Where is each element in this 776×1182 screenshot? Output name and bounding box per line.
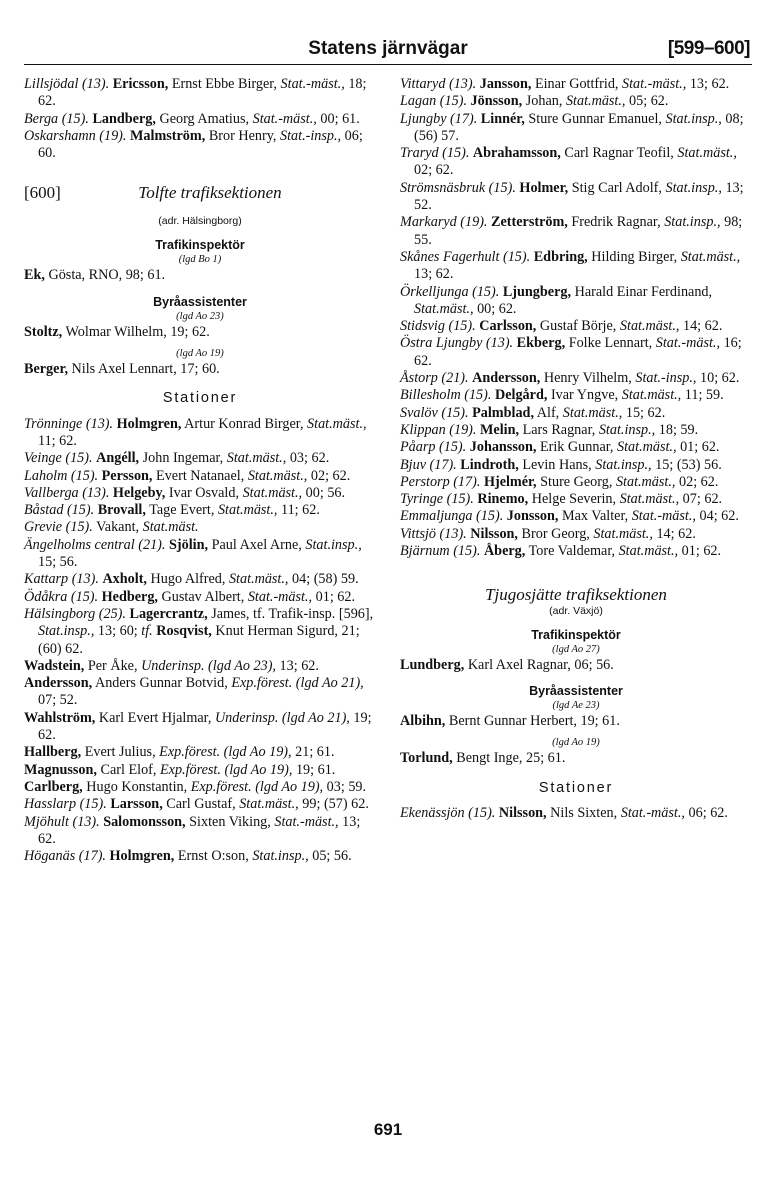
list-item (24, 589, 376, 606)
list-item (400, 370, 752, 387)
section-12-stationer-heading: Stationer (162, 390, 238, 407)
person-details: Tore Valdemar, (525, 543, 619, 560)
person-details: Helge Severin, (528, 491, 620, 508)
station-name: Ljungby (17). (400, 110, 478, 127)
left-end-station-list (24, 796, 376, 865)
list-item (24, 128, 376, 163)
left-station-list (24, 416, 376, 606)
station-name: Laholm (15). (24, 467, 99, 484)
person-years: 21; 61. (291, 744, 335, 761)
station-name: Åstorp (21). (400, 370, 469, 387)
list-item (24, 710, 376, 745)
person-surname: Abrahamsson, (472, 145, 561, 162)
section-20-station-entry: Ekenässjön (15). Nilsson, Nils Sixten, Stat.-mäst., 06; 62. (400, 804, 728, 821)
station-name: Vittsjö (13). (400, 525, 467, 542)
person-surname: Magnusson, (24, 761, 97, 778)
station-name: Höganäs (17). (24, 848, 106, 865)
person-surname: Larsson, (110, 796, 163, 813)
person-surname: Persson, (101, 467, 153, 484)
person-years: 02; 62. (675, 473, 719, 490)
list-item (24, 779, 376, 796)
person-title: Stat.insp., (665, 179, 722, 196)
person-years: 00; 56. (302, 484, 346, 501)
person-details: Carl Ragnar Teofil, (560, 145, 678, 162)
person-details: Ivar Yngve, (547, 387, 622, 404)
person-years: 05; 62. (625, 93, 669, 110)
station-name: Oskarshamn (19). (24, 127, 127, 144)
list-item (24, 502, 376, 519)
list-item (24, 76, 376, 111)
person-surname: Andersson, (472, 370, 541, 387)
person-surname: Ljungberg, (502, 283, 572, 300)
person-surname: Holmer, (519, 179, 569, 196)
person-title: Stat.mäst., (242, 484, 303, 501)
person-title: Stat.insp., (664, 214, 721, 231)
left-top-entries (24, 76, 376, 162)
section-page-marker: [600] (24, 183, 61, 203)
person-surname: Nilsson, (470, 525, 518, 542)
person-surname: Brovall, (97, 502, 146, 519)
person-details: Ivar Osvald, (165, 484, 243, 501)
right-column (400, 76, 752, 822)
person-details: Fredrik Ragnar, (567, 214, 665, 231)
person-surname: Holmgren, (109, 848, 175, 865)
person-surname: Ekberg, (516, 335, 566, 352)
person-title: Stat.mäst., (307, 415, 367, 432)
station-name: Hasslarp (15). (24, 796, 107, 813)
section-12-inspector-role: Trafikinspektör (155, 238, 245, 253)
person-title: Stat.-mäst., (631, 508, 696, 525)
section-20-assistant-entry-2: Torlund, Bengt Inge, 25; 61. (400, 750, 566, 767)
person-title: Stat.insp., (252, 848, 309, 865)
station-name: Ängelholms central (21). (24, 536, 166, 553)
station-name: Trönninge (13). (24, 415, 114, 432)
person-details: Gustav Albert, (157, 588, 248, 605)
list-item (24, 485, 376, 502)
person-title: Stat.-insp., (280, 127, 342, 144)
person-surname: Holmgren, (116, 415, 182, 432)
person-years: 00; 61. (316, 110, 360, 127)
person-details: Levin Hans, (518, 456, 596, 473)
person-years: 01; 62. (312, 588, 356, 605)
page-number: 691 (373, 1120, 403, 1139)
person-surname: Hallberg, (24, 744, 82, 761)
person-details: Einar Gottfrid, (531, 76, 623, 92)
list-item (24, 519, 376, 536)
section-20-inspector-entry: Lundberg, Karl Axel Ragnar, 06; 56. (400, 656, 614, 673)
list-item (400, 508, 752, 525)
list-item (24, 848, 376, 865)
left-staff-list (24, 658, 376, 796)
station-name: Strömsnäsbruk (15). (400, 179, 516, 196)
person-title: Stat.mäst., (562, 404, 623, 421)
person-years: 99; (57) 62. (298, 796, 369, 813)
person-details: Sture Gunnar Emanuel, (524, 110, 666, 127)
person-surname: Edbring, (533, 248, 588, 265)
person-surname: Wadstein, (24, 657, 85, 674)
section-20-inspector-role: Trafikinspektör (531, 627, 621, 642)
person-years: 18; 62. (38, 76, 367, 110)
list-item (24, 537, 376, 572)
person-surname: Wahlström, (24, 709, 96, 726)
person-years: 15; 56. (38, 554, 78, 571)
list-item (400, 439, 752, 456)
person-surname: Andersson, (24, 675, 93, 692)
person-surname: Sjölin, (169, 536, 209, 553)
person-years: 07; 62. (679, 491, 723, 508)
station-name: Bjuv (17). (400, 456, 457, 473)
person-years: 05; 56. (308, 848, 352, 865)
person-details: Carl Elof, (96, 761, 160, 778)
section-12-assistant-grade-2: (lgd Ao 19) (176, 348, 224, 360)
person-years: 13; 62. (686, 76, 730, 92)
station-name: Billesholm (15). (400, 387, 492, 404)
list-item (400, 405, 752, 422)
person-title: Stat.mäst. (142, 519, 199, 536)
person-years: 02; 62. (414, 162, 454, 179)
person-years: 98; 55. (414, 214, 743, 248)
list-item (400, 93, 752, 110)
person-details: Sixten Viking, (185, 813, 275, 830)
station-name: Ödåkra (15). (24, 588, 99, 605)
station-name: Lillsjödal (13). (24, 76, 110, 92)
section-12-assistant-role: Byråassistenter (153, 294, 247, 309)
list-item (400, 111, 752, 146)
station-name: Markaryd (19). (400, 214, 488, 231)
person-surname: Malmström, (130, 127, 206, 144)
person-title: Stat.mäst., (619, 491, 680, 508)
list-item (400, 76, 752, 93)
halsingborg-entry: Hälsingborg (25). Lagercrantz, James, tf. Trafik-insp. [596], Stat.insp., 13; 60; tf. Rosqvist, Knut Herman Sigurd, 21; (60) 62. (24, 605, 374, 657)
person-details: Georg Amatius, (155, 110, 253, 127)
person-surname: Ericsson, (112, 76, 169, 92)
station-name: Svalöv (15). (400, 404, 469, 421)
person-surname: Helgeby, (112, 484, 166, 501)
person-years: 16; 62. (414, 335, 742, 369)
list-item (400, 214, 752, 249)
person-title: Stat.insp., (665, 110, 722, 127)
person-years: 15; 62. (622, 404, 666, 421)
person-details: Ernst O:son, (174, 848, 253, 865)
person-details: Carl Gustaf, (162, 796, 240, 813)
list-item (24, 111, 376, 128)
person-title: Stat.mäst., (619, 318, 680, 335)
station-name: Lagan (15). (400, 93, 467, 110)
person-surname: Hedberg, (101, 588, 158, 605)
person-details: Karl Evert Hjalmar, (95, 709, 215, 726)
person-title: Stat.-mäst., (252, 110, 317, 127)
station-name: Örkelljunga (15). (400, 283, 500, 300)
person-years: 03; 59. (323, 778, 367, 795)
list-item (24, 814, 376, 849)
person-surname: Salomonsson, (103, 813, 186, 830)
list-item (400, 145, 752, 180)
person-title: Underinsp. (lgd Ao 21), (214, 709, 350, 726)
section-12-title: Tolfte trafiksektionen (138, 183, 282, 203)
person-years: 11; 59. (681, 387, 724, 404)
list-item (400, 491, 752, 508)
station-name: Bjärnum (15). (400, 543, 481, 560)
person-details: Lars Ragnar, (519, 421, 599, 438)
list-item (400, 422, 752, 439)
list-item (400, 526, 752, 543)
person-details: Bror Georg, (517, 525, 594, 542)
person-surname: Rinemo, (477, 491, 529, 508)
person-surname: Linnér, (480, 110, 525, 127)
person-years: 07; 52. (38, 692, 78, 709)
person-years: 13; 52. (414, 179, 744, 214)
list-item (24, 571, 376, 588)
section-20-stationer-heading: Stationer (538, 779, 614, 796)
list-item (400, 180, 752, 215)
person-title: Stat.mäst., (247, 467, 308, 484)
list-item (24, 796, 376, 813)
person-years: 13; 62. (38, 813, 361, 847)
list-item (24, 762, 376, 779)
person-years: 19; 62. (38, 709, 372, 744)
section-20-assistant-grade-2: (lgd Ao 19) (552, 737, 600, 749)
section-12-heading (24, 180, 376, 214)
person-years: 15; (53) 56. (651, 456, 722, 473)
list-item (24, 658, 376, 675)
person-details: Bror Henry, (205, 127, 280, 144)
person-years: 08; (56) 57. (414, 110, 744, 144)
person-details: John Ingemar, (139, 450, 227, 467)
person-surname: Axholt, (102, 571, 147, 588)
person-surname: Carlsson, (479, 318, 537, 335)
section-20-assistant-role: Byråassistenter (529, 683, 623, 698)
person-surname: Jönsson, (470, 93, 523, 110)
person-details: Evert Natanael, (152, 467, 248, 484)
station-name: Kattarp (13). (24, 571, 99, 588)
person-surname: Hjelmér, (483, 473, 537, 490)
station-name: Skånes Fagerhult (15). (400, 248, 531, 265)
person-details: Artur Konrad Birger, (181, 415, 308, 432)
person-surname: Lindroth, (460, 456, 519, 473)
list-item (24, 416, 376, 451)
station-name: Östra Ljungby (13). (400, 335, 514, 352)
person-details: Henry Vilhelm, (540, 370, 636, 387)
person-title: Stat.mäst., (414, 300, 474, 317)
person-title: Stat.-mäst., (622, 76, 687, 92)
list-item (24, 450, 376, 467)
person-surname: Delgård, (494, 387, 548, 404)
person-details: Johan, (522, 93, 566, 110)
station-name: Båstad (15). (24, 502, 95, 519)
section-20-assistant-grade-1: (lgd Ae 23) (552, 699, 600, 711)
person-title: Stat.-mäst., (655, 335, 721, 352)
person-details: Erik Gunnar, (536, 439, 617, 456)
person-years: 01; 62. (678, 543, 722, 560)
person-title: Stat.-mäst., (247, 588, 313, 605)
list-item (400, 284, 752, 319)
list-item (400, 543, 752, 560)
section-20-assistant-entry-1: Albihn, Bernt Gunnar Herbert, 19; 61. (400, 712, 620, 729)
page-header (24, 38, 752, 65)
station-name: Vallberga (13). (24, 484, 110, 501)
person-details: Harald Einar Ferdinand, (571, 283, 713, 300)
person-details: Alf, (534, 404, 563, 421)
person-title: Exp.förest. (lgd Ao 19), (159, 744, 292, 761)
person-details: Sture Georg, (536, 473, 616, 490)
person-title: Stat.mäst., (565, 93, 626, 110)
person-years: 10; 62. (696, 370, 740, 387)
person-title: Stat.mäst., (239, 796, 299, 813)
person-details: Max Valter, (558, 508, 632, 525)
station-name: Berga (15). (24, 110, 89, 127)
person-years: 18; 59. (655, 421, 699, 438)
person-title: Stat.mäst., (618, 543, 679, 560)
station-name: Stidsvig (15). (400, 318, 476, 335)
person-years: 14; 62. (679, 318, 723, 335)
person-details: Folke Lennart, (565, 335, 656, 352)
person-years: 13; 62. (414, 266, 454, 283)
person-details: Evert Julius, (81, 744, 160, 761)
person-title: Stat.insp., (598, 421, 656, 438)
person-title: Exp.förest. (lgd Ao 19), (159, 761, 293, 778)
person-surname: Melin, (480, 421, 520, 438)
person-years: 03; 62. (286, 450, 330, 467)
person-title: Stat.mäst., (593, 525, 653, 542)
running-title: Statens järnvägar (308, 38, 468, 59)
person-years: 14; 62. (652, 525, 696, 542)
section-12-assistant-entry-1: Stoltz, Wolmar Wilhelm, 19; 62. (24, 323, 210, 340)
person-details: Tage Evert, (145, 502, 218, 519)
person-years: 19; 61. (292, 761, 336, 778)
section-12-address: (adr. Hälsingborg) (158, 215, 242, 228)
person-surname: Åberg, (483, 543, 526, 560)
list-item (24, 468, 376, 485)
station-name: Traryd (15). (400, 145, 470, 162)
section-20-inspector-grade: (lgd Ao 27) (552, 643, 600, 655)
person-surname: Zetterström, (491, 214, 568, 231)
list-item (400, 457, 752, 474)
person-details: Anders Gunnar Botvid, (92, 675, 232, 692)
person-title: Stat.-mäst., (280, 76, 345, 92)
station-name: Veinge (15). (24, 450, 93, 467)
person-details: Gustaf Börje, (536, 318, 620, 335)
person-title: Stat.-insp., (635, 370, 697, 387)
person-details: Stig Carl Adolf, (568, 179, 666, 196)
station-name: Grevie (15). (24, 519, 93, 536)
person-title: Exp.förest. (lgd Ao 21), (231, 675, 364, 692)
person-years: 11; 62. (277, 502, 320, 519)
person-surname: Johansson, (469, 439, 537, 456)
list-item (400, 474, 752, 491)
right-station-list (400, 76, 752, 560)
person-title: Stat.-mäst., (274, 813, 339, 830)
station-name: Emmaljunga (15). (400, 508, 504, 525)
person-surname: Jansson, (479, 76, 532, 92)
station-name: Tyringe (15). (400, 491, 474, 508)
person-years: 06; 60. (38, 127, 363, 162)
list-item (24, 675, 376, 710)
section-12-inspector-grade: (lgd Bo 1) (178, 254, 222, 266)
section-12-assistant-grade-1: (lgd Ao 23) (176, 310, 224, 322)
person-surname: Jonsson, (506, 508, 559, 525)
station-name: Vittaryd (13). (400, 76, 477, 92)
section-20-address: (adr. Växjö) (549, 604, 603, 617)
person-title: Stat.mäst., (677, 145, 737, 162)
person-details: Vakant, (96, 519, 143, 536)
person-years: 11; 62. (38, 432, 77, 449)
station-name: Påarp (15). (400, 439, 467, 456)
person-surname: Landberg, (92, 110, 156, 127)
station-name: Mjöhult (13). (24, 813, 100, 830)
person-details: Hugo Alfred, (146, 571, 229, 588)
person-details: Hilding Birger, (587, 248, 681, 265)
section-12-inspector-entry: Ek, Gösta, RNO, 98; 61. (24, 267, 166, 284)
person-details: Per Åke, (84, 657, 142, 674)
person-surname: Carlberg, (24, 778, 83, 795)
person-years: 00; 62. (473, 300, 517, 317)
person-title: Stat.mäst., (617, 439, 677, 456)
person-title: Stat.mäst., (226, 450, 287, 467)
list-item (400, 249, 752, 284)
person-surname: Angéll, (96, 450, 140, 467)
station-name: Perstorp (17). (400, 473, 481, 490)
person-title: Stat.mäst., (217, 502, 278, 519)
list-item (24, 744, 376, 761)
list-item (400, 318, 752, 335)
person-surname: Palmblad, (472, 404, 534, 421)
person-title: Stat.mäst., (615, 473, 676, 490)
person-details: Hugo Konstantin, (82, 778, 191, 795)
list-item (400, 387, 752, 404)
person-title: Stat.mäst., (621, 387, 682, 404)
person-title: Exp.förest. (lgd Ao 19), (190, 778, 324, 795)
section-20-title: Tjugosjätte trafiksektionen (485, 585, 667, 605)
person-title: Underinsp. (lgd Ao 23), (141, 657, 276, 674)
person-years: 13; 62. (275, 657, 319, 674)
left-column (24, 76, 376, 865)
person-title: Stat.mäst., (680, 248, 741, 265)
person-details: Ernst Ebbe Birger, (168, 76, 281, 92)
person-title: Stat.insp., (595, 456, 652, 473)
person-years: 04; 62. (695, 508, 739, 525)
person-years: 01; 62. (676, 439, 720, 456)
list-item (400, 335, 752, 370)
person-details: Paul Axel Arne, (208, 536, 306, 553)
page-range: [599–600] (667, 38, 750, 59)
person-years: 02; 62. (307, 467, 351, 484)
person-title: Stat.mäst., (228, 571, 289, 588)
person-title: Stat.insp., (305, 536, 362, 553)
section-12-assistant-entry-2: Berger, Nils Axel Lennart, 17; 60. (24, 361, 220, 378)
person-years: 04; (58) 59. (288, 571, 359, 588)
station-name: Klippan (19). (400, 421, 477, 438)
